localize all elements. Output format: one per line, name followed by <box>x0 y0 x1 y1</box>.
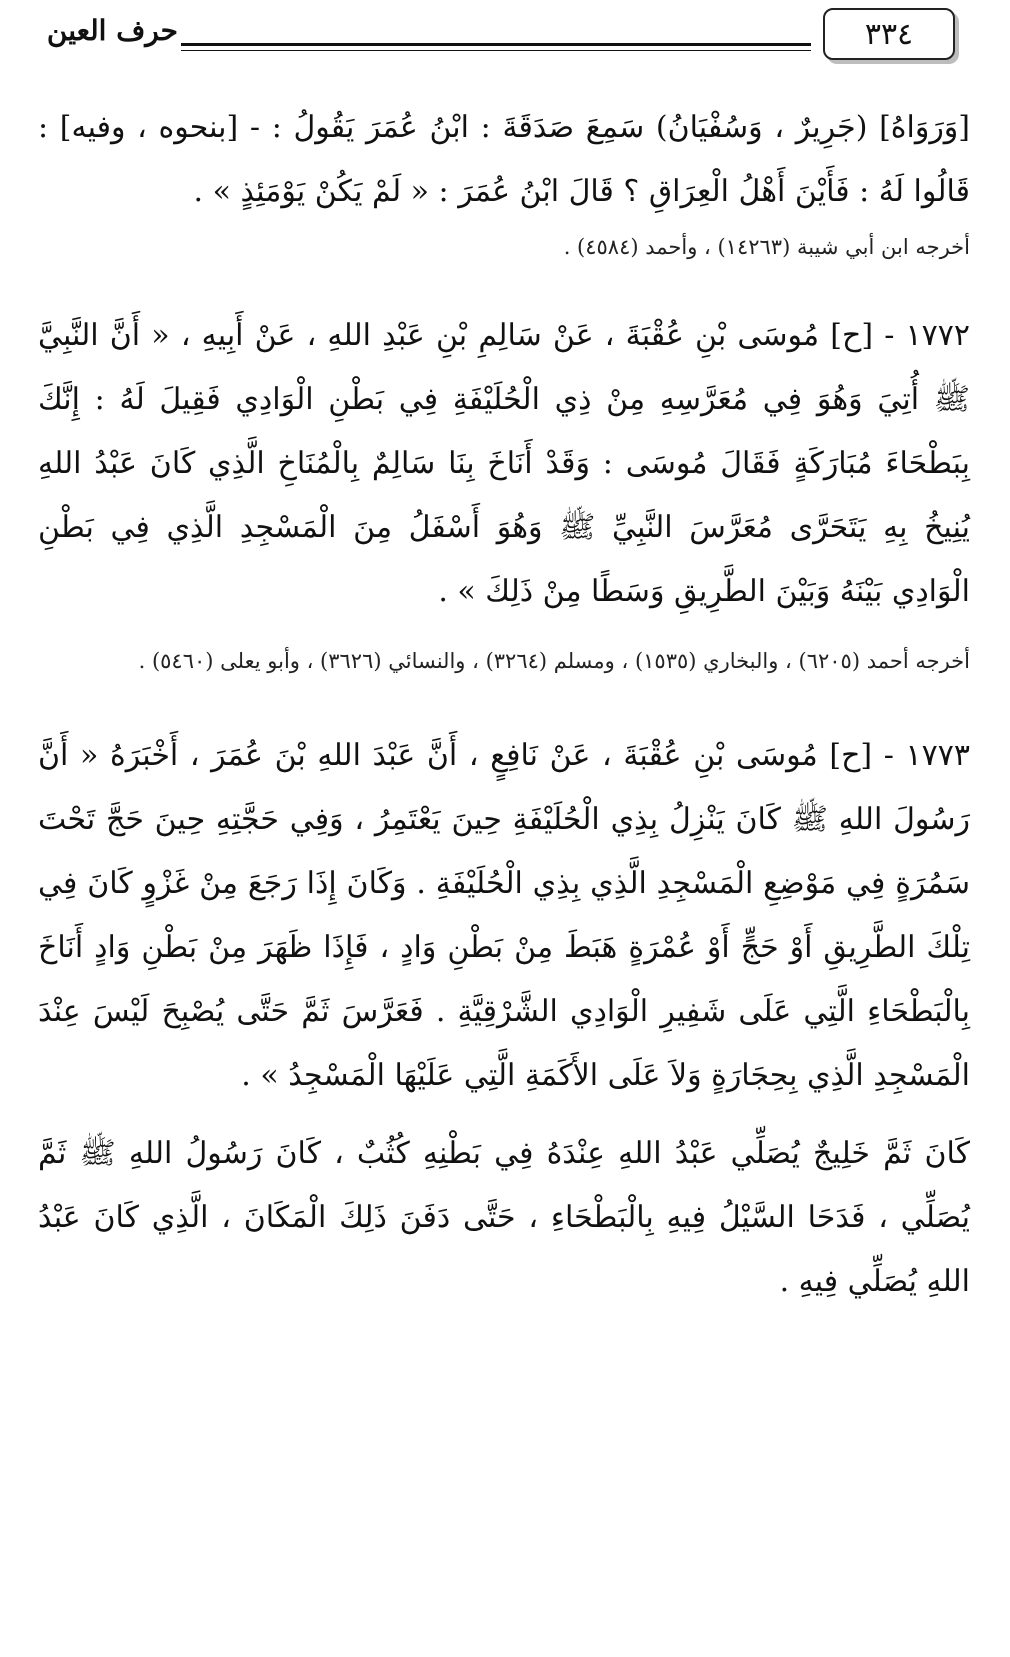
header-rule <box>181 43 811 46</box>
hadith-paragraph-1773-continuation: كَانَ ثَمَّ خَلِيجٌ يُصَلِّي عَبْدُ اللهِ عِنْدَهُ فِي بَطْنِهِ كُثُبٌ ، كَانَ رَسُولُ اللهِ ﷺ ثَمَّ يُصَلِّي ، فَدَحَا السَّيْلُ فِيهِ بِالْبَطْحَاءِ ، حَتَّى دَفَنَ ذَلِكَ الْمَكَانَ ، الَّذِي كَانَ عَبْدُ اللهِ يُصَلِّي فِيهِ . <box>38 1136 970 1299</box>
takhrij-note-1772: أخرجه أحمد (٦٢٠٥) ، والبخاري (١٥٣٥) ، ومسلم (٣٢٦٤) ، والنسائي (٣٦٢٦) ، وأبو يعلى (٥٤٦٠) . <box>138 649 970 673</box>
takhrij-note-intro: أخرجه ابن أبي شيبة (١٤٢٦٣) ، وأحمد (٤٥٨٤) . <box>563 235 970 259</box>
chapter-title: حرف العين <box>46 14 178 47</box>
hadith-paragraph-1772: ١٧٧٢ - [ح] مُوسَى بْنِ عُقْبَةَ ، عَنْ سَالِمِ بْنِ عَبْدِ اللهِ ، عَنْ أَبِيهِ ، « أَنَّ النَّبِيَّ ﷺ أُتِيَ وَهُوَ فِي مُعَرَّسِهِ مِنْ ذِي الْحُلَيْفَةِ فِي بَطْنِ الْوَادِي فَقِيلَ لَهُ : إِنَّكَ بِبَطْحَاءَ مُبَارَكَةٍ فَقَالَ مُوسَى : وَقَدْ أَنَاخَ بِنَا سَالِمٌ بِالْمُنَاخِ الَّذِي كَانَ عَبْدُ اللهِ يُنِيخُ بِهِ يَتَحَرَّى مُعَرَّسَ النَّبِيِّ ﷺ وَهُوَ أَسْفَلُ مِنَ الْمَسْجِدِ الَّذِي فِي بَطْنِ الْوَادِي بَيْنَهُ وَبَيْنَ الطَّرِيقِ وَسَطًا مِنْ ذَلِكَ » . <box>38 318 970 609</box>
page-content <box>38 96 970 1314</box>
hadith-paragraph-intro: [وَرَوَاهُ] (جَرِيرٌ ، وَسُفْيَانُ) سَمِعَ صَدَقَةَ : ابْنُ عُمَرَ يَقُولُ : - [بنحوه ، وفيه] : قَالُوا لَهُ : فَأَيْنَ أَهْلُ الْعِرَاقِ ؟ قَالَ ابْنُ عُمَرَ : « لَمْ يَكُنْ يَوْمَئِذٍ » . <box>38 110 970 209</box>
page-header <box>0 0 1010 80</box>
hadith-paragraph-1773: ١٧٧٣ - [ح] مُوسَى بْنِ عُقْبَةَ ، عَنْ نَافِعٍ ، أَنَّ عَبْدَ اللهِ بْنَ عُمَرَ ، أَخْبَرَهُ « أَنَّ رَسُولَ اللهِ ﷺ كَانَ يَنْزِلُ بِذِي الْحُلَيْفَةِ حِينَ يَعْتَمِرُ ، وَفِي حَجَّتِهِ حِينَ حَجَّ تَحْتَ سَمُرَةٍ فِي مَوْضِعِ الْمَسْجِدِ الَّذِي بِذِي الْحُلَيْفَةِ . وَكَانَ إِذَا رَجَعَ مِنْ غَزْوٍ كَانَ فِي تِلْكَ الطَّرِيقِ أَوْ حَجٍّ أَوْ عُمْرَةٍ هَبَطَ مِنْ بَطْنِ وَادٍ ، فَإِذَا ظَهَرَ مِنْ بَطْنِ وَادٍ أَنَاخَ بِالْبَطْحَاءِ الَّتِي عَلَى شَفِيرِ الْوَادِي الشَّرْقِيَّةِ . فَعَرَّسَ ثَمَّ حَتَّى يُصْبِحَ لَيْسَ عِنْدَ الْمَسْجِدِ الَّذِي بِحِجَارَةٍ وَلاَ عَلَى الأَكَمَةِ الَّتِي عَلَيْهَا الْمَسْجِدُ » . <box>38 738 970 1093</box>
header-rule-thin <box>181 50 811 51</box>
page-number: ٣٣٤ <box>823 8 955 60</box>
